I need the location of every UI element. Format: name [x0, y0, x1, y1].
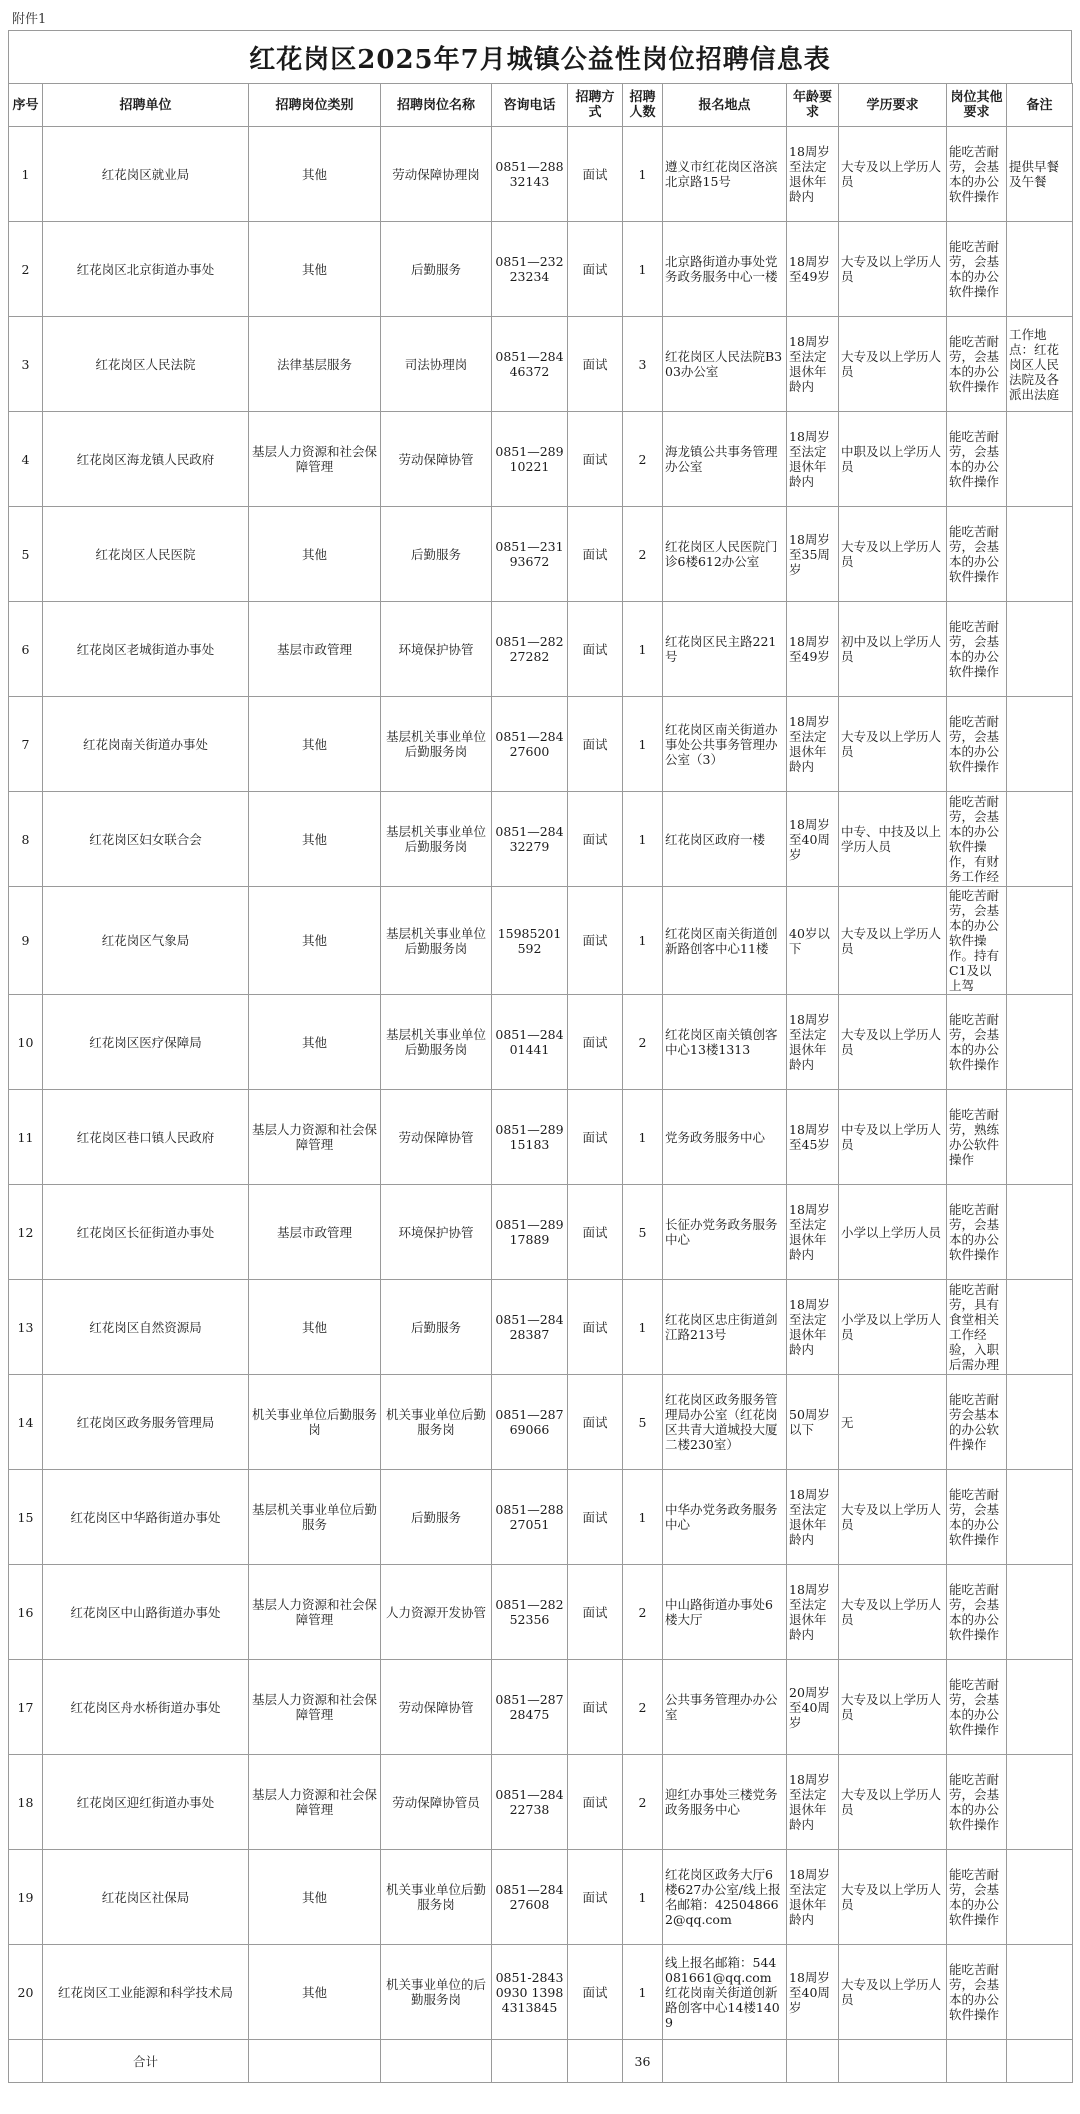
page-title: 红花岗区2025年7月城镇公益性岗位招聘信息表: [8, 30, 1072, 83]
cell-category: 其他: [249, 792, 381, 887]
cell-position: 基层机关事业单位后勤服务岗: [381, 792, 492, 887]
attachment-label: 附件1: [12, 12, 47, 27]
cell-category: 基层市政管理: [249, 1185, 381, 1280]
cell-count: 1: [623, 602, 663, 697]
cell-position: 劳动保障协理岗: [381, 127, 492, 222]
cell-unit: 红花岗区长征街道办事处: [43, 1185, 249, 1280]
cell-unit: 红花岗区就业局: [43, 127, 249, 222]
cell-count: 1: [623, 792, 663, 887]
cell-phone: 0851—28427600: [492, 697, 568, 792]
cell-note: [1007, 1660, 1073, 1755]
cell-location: 中山路街道办事处6楼大厅: [663, 1565, 787, 1660]
cell-age: 50周岁以下: [787, 1375, 839, 1470]
cell-category: 基层市政管理: [249, 602, 381, 697]
cell-no: 3: [9, 317, 43, 412]
cell-count: 1: [623, 222, 663, 317]
cell-category: 其他: [249, 1850, 381, 1945]
cell-phone: 0851—23193672: [492, 507, 568, 602]
cell-category: 其他: [249, 697, 381, 792]
cell-method: 面试: [568, 792, 623, 887]
cell-location: 红花岗区忠庄街道剑江路213号: [663, 1280, 787, 1375]
table-row: [9, 697, 1073, 792]
cell-position: 环境保护协管: [381, 1185, 492, 1280]
cell-unit: 红花岗区政务服务管理局: [43, 1375, 249, 1470]
cell-category: 其他: [249, 887, 381, 995]
cell-unit: 红花岗区中华路街道办事处: [43, 1470, 249, 1565]
cell-age: 18周岁至法定退休年龄内: [787, 127, 839, 222]
cell-count: 1: [623, 127, 663, 222]
cell-phone: 0851—28401441: [492, 995, 568, 1090]
cell-unit: 红花岗区北京街道办事处: [43, 222, 249, 317]
cell-other-requirements: 能吃苦耐劳，会基本的办公软件操作: [947, 1850, 1007, 1945]
cell-unit: 红花岗区迎红街道办事处: [43, 1755, 249, 1850]
total-cell-empty: [9, 2040, 43, 2083]
cell-education: 大专及以上学历人员: [839, 507, 947, 602]
total-cell-empty: [663, 2040, 787, 2083]
cell-location: 红花岗区南关镇创客中心13楼1313: [663, 995, 787, 1090]
cell-phone: 0851—28917889: [492, 1185, 568, 1280]
cell-method: 面试: [568, 1280, 623, 1375]
cell-no: 19: [9, 1850, 43, 1945]
cell-note: 工作地点：红花岗区人民法院及各派出法庭: [1007, 317, 1073, 412]
cell-age: 18周岁至法定退休年龄内: [787, 317, 839, 412]
cell-phone: 0851—28446372: [492, 317, 568, 412]
cell-method: 面试: [568, 602, 623, 697]
cell-unit: 红花岗区老城街道办事处: [43, 602, 249, 697]
cell-age: 18周岁至49岁: [787, 222, 839, 317]
cell-education: 大专及以上学历人员: [839, 222, 947, 317]
cell-unit: 红花岗区社保局: [43, 1850, 249, 1945]
cell-note: [1007, 222, 1073, 317]
cell-note: [1007, 1185, 1073, 1280]
cell-no: 18: [9, 1755, 43, 1850]
cell-method: 面试: [568, 507, 623, 602]
cell-age: 18周岁至40周岁: [787, 792, 839, 887]
cell-position: 劳动保障协管: [381, 1090, 492, 1185]
cell-other-requirements: 能吃苦耐劳，会基本的办公软件操作: [947, 222, 1007, 317]
cell-count: 1: [623, 1470, 663, 1565]
cell-other-requirements: 能吃苦耐劳会基本的办公软件操作: [947, 1375, 1007, 1470]
cell-method: 面试: [568, 697, 623, 792]
cell-method: 面试: [568, 412, 623, 507]
cell-location: 红花岗区人民法院B303办公室: [663, 317, 787, 412]
cell-position: 后勤服务: [381, 222, 492, 317]
cell-age: 18周岁至法定退休年龄内: [787, 995, 839, 1090]
cell-no: 6: [9, 602, 43, 697]
cell-age: 18周岁至法定退休年龄内: [787, 697, 839, 792]
cell-phone: 0851—28227282: [492, 602, 568, 697]
cell-note: [1007, 602, 1073, 697]
cell-note: [1007, 995, 1073, 1090]
cell-count: 1: [623, 1280, 663, 1375]
cell-other-requirements: 能吃苦耐劳，会基本的办公软件操作: [947, 995, 1007, 1090]
cell-method: 面试: [568, 222, 623, 317]
table-header-row: [9, 84, 1073, 127]
cell-other-requirements: 能吃苦耐劳，会基本的办公软件操作: [947, 412, 1007, 507]
cell-category: 法律基层服务: [249, 317, 381, 412]
cell-method: 面试: [568, 1660, 623, 1755]
cell-age: 18周岁至35周岁: [787, 507, 839, 602]
cell-note: [1007, 1280, 1073, 1375]
cell-note: [1007, 1090, 1073, 1185]
table-row: [9, 1375, 1073, 1470]
cell-phone: 0851—28252356: [492, 1565, 568, 1660]
cell-location: 北京路街道办事处党务政务服务中心一楼: [663, 222, 787, 317]
cell-phone: 0851—28422738: [492, 1755, 568, 1850]
cell-position: 基层机关事业单位后勤服务岗: [381, 995, 492, 1090]
cell-location: 红花岗区人民医院门诊6楼612办公室: [663, 507, 787, 602]
cell-phone: 0851—28915183: [492, 1090, 568, 1185]
cell-other-requirements: 能吃苦耐劳，会基本的办公软件操作: [947, 602, 1007, 697]
cell-unit: 红花岗区医疗保障局: [43, 995, 249, 1090]
table-body: [9, 127, 1073, 2083]
cell-no: 2: [9, 222, 43, 317]
cell-no: 15: [9, 1470, 43, 1565]
cell-method: 面试: [568, 317, 623, 412]
cell-other-requirements: 能吃苦耐劳，会基本的办公软件操作: [947, 1565, 1007, 1660]
cell-location: 红花岗区南关街道办事处公共事务管理办公室（3）: [663, 697, 787, 792]
cell-age: 18周岁至45岁: [787, 1090, 839, 1185]
cell-position: 机关事业单位的后勤服务岗: [381, 1945, 492, 2040]
col-header: 学历要求: [839, 84, 947, 127]
cell-note: 提供早餐及午餐: [1007, 127, 1073, 222]
cell-other-requirements: 能吃苦耐劳，会基本的办公软件操作: [947, 1185, 1007, 1280]
table-row: [9, 1090, 1073, 1185]
table-row: [9, 412, 1073, 507]
cell-location: 红花岗区政务大厅6楼627办公室/线上报名邮箱：425048662@qq.com: [663, 1850, 787, 1945]
cell-count: 1: [623, 1090, 663, 1185]
cell-other-requirements: 能吃苦耐劳，会基本的办公软件操作: [947, 317, 1007, 412]
cell-unit: 红花岗区工业能源和科学技术局: [43, 1945, 249, 2040]
cell-note: [1007, 792, 1073, 887]
cell-phone: 0851—28910221: [492, 412, 568, 507]
cell-no: 14: [9, 1375, 43, 1470]
cell-no: 17: [9, 1660, 43, 1755]
cell-education: 大专及以上学历人员: [839, 1565, 947, 1660]
cell-position: 后勤服务: [381, 507, 492, 602]
cell-note: [1007, 1755, 1073, 1850]
table-row: [9, 1280, 1073, 1375]
cell-position: 后勤服务: [381, 1280, 492, 1375]
cell-note: [1007, 412, 1073, 507]
cell-unit: 红花岗区妇女联合会: [43, 792, 249, 887]
table-row: [9, 127, 1073, 222]
cell-position: 人力资源开发协管: [381, 1565, 492, 1660]
cell-phone: 15985201592: [492, 887, 568, 995]
cell-phone: 0851—28728475: [492, 1660, 568, 1755]
cell-note: [1007, 507, 1073, 602]
total-cell-empty: [839, 2040, 947, 2083]
cell-phone: 0851—28769066: [492, 1375, 568, 1470]
cell-other-requirements: 能吃苦耐劳，会基本的办公软件操作。持有C1及以上驾: [947, 887, 1007, 995]
cell-count: 2: [623, 507, 663, 602]
table-row: [9, 1850, 1073, 1945]
cell-position: 劳动保障协管: [381, 1660, 492, 1755]
cell-location: 党务政务服务中心: [663, 1090, 787, 1185]
cell-phone: 0851—28427608: [492, 1850, 568, 1945]
cell-location: 遵义市红花岗区洛滨北京路15号: [663, 127, 787, 222]
cell-age: 18周岁至法定退休年龄内: [787, 1565, 839, 1660]
cell-education: 大专及以上学历人员: [839, 1850, 947, 1945]
total-cell-empty: [381, 2040, 492, 2083]
cell-category: 基层人力资源和社会保障管理: [249, 1090, 381, 1185]
total-row: [9, 2040, 1073, 2083]
cell-age: 18周岁至法定退休年龄内: [787, 1280, 839, 1375]
cell-phone: 0851—28432279: [492, 792, 568, 887]
cell-category: 基层人力资源和社会保障管理: [249, 1660, 381, 1755]
total-cell-empty: [568, 2040, 623, 2083]
col-header: 招聘岗位类别: [249, 84, 381, 127]
cell-count: 2: [623, 995, 663, 1090]
cell-education: 无: [839, 1375, 947, 1470]
cell-education: 大专及以上学历人员: [839, 1470, 947, 1565]
cell-note: [1007, 1850, 1073, 1945]
col-header: 报名地点: [663, 84, 787, 127]
cell-count: 1: [623, 697, 663, 792]
cell-no: 7: [9, 697, 43, 792]
cell-age: 18周岁至法定退休年龄内: [787, 1850, 839, 1945]
cell-education: 大专及以上学历人员: [839, 1945, 947, 2040]
cell-position: 后勤服务: [381, 1470, 492, 1565]
cell-no: 8: [9, 792, 43, 887]
cell-no: 13: [9, 1280, 43, 1375]
cell-location: 红花岗区民主路221号: [663, 602, 787, 697]
cell-note: [1007, 1375, 1073, 1470]
cell-location: 线上报名邮箱：544081661@qq.com 红花岗南关街道创新路创客中心14楼1409: [663, 1945, 787, 2040]
cell-unit: 红花岗区人民法院: [43, 317, 249, 412]
cell-count: 2: [623, 1565, 663, 1660]
cell-count: 3: [623, 317, 663, 412]
cell-education: 大专及以上学历人员: [839, 995, 947, 1090]
cell-method: 面试: [568, 995, 623, 1090]
table-row: [9, 507, 1073, 602]
cell-method: 面试: [568, 1945, 623, 2040]
cell-category: 基层人力资源和社会保障管理: [249, 412, 381, 507]
cell-location: 海龙镇公共事务管理办公室: [663, 412, 787, 507]
cell-education: 中职及以上学历人员: [839, 412, 947, 507]
cell-position: 基层机关事业单位后勤服务岗: [381, 697, 492, 792]
cell-age: 18周岁至法定退休年龄内: [787, 412, 839, 507]
cell-location: 公共事务管理办办公室: [663, 1660, 787, 1755]
cell-note: [1007, 697, 1073, 792]
cell-unit: 红花岗区人民医院: [43, 507, 249, 602]
total-label: 合计: [43, 2040, 249, 2083]
cell-note: [1007, 1565, 1073, 1660]
cell-education: 中专、中技及以上学历人员: [839, 792, 947, 887]
cell-position: 劳动保障协管: [381, 412, 492, 507]
table-row: [9, 222, 1073, 317]
table-row: [9, 1660, 1073, 1755]
cell-position: 机关事业单位后勤服务岗: [381, 1375, 492, 1470]
cell-position: 基层机关事业单位后勤服务岗: [381, 887, 492, 995]
cell-category: 其他: [249, 127, 381, 222]
cell-unit: 红花岗区中山路街道办事处: [43, 1565, 249, 1660]
cell-no: 16: [9, 1565, 43, 1660]
cell-category: 其他: [249, 222, 381, 317]
cell-other-requirements: 能吃苦耐劳，熟练办公软件操作: [947, 1090, 1007, 1185]
cell-category: 其他: [249, 995, 381, 1090]
cell-age: 40岁以下: [787, 887, 839, 995]
cell-count: 1: [623, 887, 663, 995]
cell-unit: 红花岗南关街道办事处: [43, 697, 249, 792]
cell-other-requirements: 能吃苦耐劳，会基本的办公软件操作，有财务工作经: [947, 792, 1007, 887]
cell-education: 大专及以上学历人员: [839, 697, 947, 792]
cell-method: 面试: [568, 1850, 623, 1945]
total-cell-empty: [787, 2040, 839, 2083]
cell-count: 2: [623, 412, 663, 507]
cell-other-requirements: 能吃苦耐劳，会基本的办公软件操作: [947, 127, 1007, 222]
cell-count: 1: [623, 1850, 663, 1945]
cell-location: 红花岗区政府一楼: [663, 792, 787, 887]
col-header: 序号: [9, 84, 43, 127]
cell-note: [1007, 1470, 1073, 1565]
cell-no: 5: [9, 507, 43, 602]
cell-count: 2: [623, 1660, 663, 1755]
cell-location: 红花岗区政务服务管理局办公室（红花岗区共青大道城投大厦二楼230室）: [663, 1375, 787, 1470]
cell-education: 大专及以上学历人员: [839, 127, 947, 222]
table-row: [9, 317, 1073, 412]
cell-no: 1: [9, 127, 43, 222]
col-header: 咨询电话: [492, 84, 568, 127]
cell-other-requirements: 能吃苦耐劳，会基本的办公软件操作: [947, 1945, 1007, 2040]
cell-education: 大专及以上学历人员: [839, 887, 947, 995]
cell-phone: 0851—28827051: [492, 1470, 568, 1565]
cell-unit: 红花岗区舟水桥街道办事处: [43, 1660, 249, 1755]
cell-category: 其他: [249, 1280, 381, 1375]
cell-position: 劳动保障协管员: [381, 1755, 492, 1850]
col-header: 招聘单位: [43, 84, 249, 127]
cell-age: 20周岁至40周岁: [787, 1660, 839, 1755]
table-row: [9, 602, 1073, 697]
cell-age: 18周岁至法定退休年龄内: [787, 1755, 839, 1850]
table-row: [9, 1185, 1073, 1280]
cell-method: 面试: [568, 1755, 623, 1850]
total-cell-empty: [947, 2040, 1007, 2083]
cell-no: 4: [9, 412, 43, 507]
cell-location: 迎红办事处三楼党务政务服务中心: [663, 1755, 787, 1850]
cell-category: 基层人力资源和社会保障管理: [249, 1565, 381, 1660]
total-cell-empty: [1007, 2040, 1073, 2083]
cell-other-requirements: 能吃苦耐劳，会基本的办公软件操作: [947, 1470, 1007, 1565]
cell-category: 基层机关事业单位后勤服务: [249, 1470, 381, 1565]
total-cell-empty: [249, 2040, 381, 2083]
cell-note: [1007, 887, 1073, 995]
cell-education: 小学及以上学历人员: [839, 1280, 947, 1375]
cell-no: 12: [9, 1185, 43, 1280]
cell-education: 大专及以上学历人员: [839, 1755, 947, 1850]
cell-phone: 0851—28832143: [492, 127, 568, 222]
cell-other-requirements: 能吃苦耐劳，会基本的办公软件操作: [947, 1755, 1007, 1850]
table-row: [9, 1470, 1073, 1565]
cell-location: 长征办党务政务服务中心: [663, 1185, 787, 1280]
cell-no: 11: [9, 1090, 43, 1185]
cell-position: 司法协理岗: [381, 317, 492, 412]
cell-method: 面试: [568, 1185, 623, 1280]
cell-note: [1007, 1945, 1073, 2040]
cell-category: 其他: [249, 1945, 381, 2040]
cell-age: 18周岁至法定退休年龄内: [787, 1185, 839, 1280]
cell-education: 大专及以上学历人员: [839, 317, 947, 412]
recruitment-table: [8, 83, 1073, 2083]
cell-position: 环境保护协管: [381, 602, 492, 697]
cell-education: 大专及以上学历人员: [839, 1660, 947, 1755]
cell-age: 18周岁至法定退休年龄内: [787, 1470, 839, 1565]
cell-location: 中华办党务政务服务中心: [663, 1470, 787, 1565]
cell-phone: 0851—23223234: [492, 222, 568, 317]
table-row: [9, 1565, 1073, 1660]
table-row: [9, 1945, 1073, 2040]
cell-category: 基层人力资源和社会保障管理: [249, 1755, 381, 1850]
table-row: [9, 792, 1073, 887]
recruitment-sheet: [8, 30, 1072, 2083]
cell-phone: 0851—28428387: [492, 1280, 568, 1375]
cell-count: 1: [623, 1945, 663, 2040]
cell-method: 面试: [568, 1565, 623, 1660]
cell-category: 机关事业单位后勤服务岗: [249, 1375, 381, 1470]
cell-category: 其他: [249, 507, 381, 602]
table-row: [9, 887, 1073, 995]
col-header: 年龄要求: [787, 84, 839, 127]
total-cell-empty: [492, 2040, 568, 2083]
cell-count: 5: [623, 1375, 663, 1470]
cell-location: 红花岗区南关街道创新路创客中心11楼: [663, 887, 787, 995]
cell-other-requirements: 能吃苦耐劳，会基本的办公软件操作: [947, 1660, 1007, 1755]
cell-method: 面试: [568, 1470, 623, 1565]
cell-unit: 红花岗区自然资源局: [43, 1280, 249, 1375]
cell-no: 9: [9, 887, 43, 995]
cell-count: 2: [623, 1755, 663, 1850]
col-header: 招聘岗位名称: [381, 84, 492, 127]
total-count: 36: [623, 2040, 663, 2083]
cell-no: 20: [9, 1945, 43, 2040]
cell-method: 面试: [568, 1375, 623, 1470]
cell-education: 中专及以上学历人员: [839, 1090, 947, 1185]
cell-age: 18周岁至40周岁: [787, 1945, 839, 2040]
cell-unit: 红花岗区气象局: [43, 887, 249, 995]
cell-phone: 0851-28430930 13984313845: [492, 1945, 568, 2040]
col-header: 招聘人数: [623, 84, 663, 127]
cell-no: 10: [9, 995, 43, 1090]
cell-other-requirements: 能吃苦耐劳，会基本的办公软件操作: [947, 697, 1007, 792]
cell-method: 面试: [568, 1090, 623, 1185]
col-header: 备注: [1007, 84, 1073, 127]
cell-age: 18周岁至49岁: [787, 602, 839, 697]
cell-unit: 红花岗区巷口镇人民政府: [43, 1090, 249, 1185]
table-row: [9, 995, 1073, 1090]
cell-unit: 红花岗区海龙镇人民政府: [43, 412, 249, 507]
cell-education: 初中及以上学历人员: [839, 602, 947, 697]
table-row: [9, 1755, 1073, 1850]
cell-education: 小学以上学历人员: [839, 1185, 947, 1280]
cell-method: 面试: [568, 127, 623, 222]
cell-position: 机关事业单位后勤服务岗: [381, 1850, 492, 1945]
col-header: 招聘方式: [568, 84, 623, 127]
cell-method: 面试: [568, 887, 623, 995]
cell-other-requirements: 能吃苦耐劳，具有食堂相关工作经验，入职后需办理: [947, 1280, 1007, 1375]
cell-count: 5: [623, 1185, 663, 1280]
cell-other-requirements: 能吃苦耐劳，会基本的办公软件操作: [947, 507, 1007, 602]
col-header: 岗位其他要求: [947, 84, 1007, 127]
